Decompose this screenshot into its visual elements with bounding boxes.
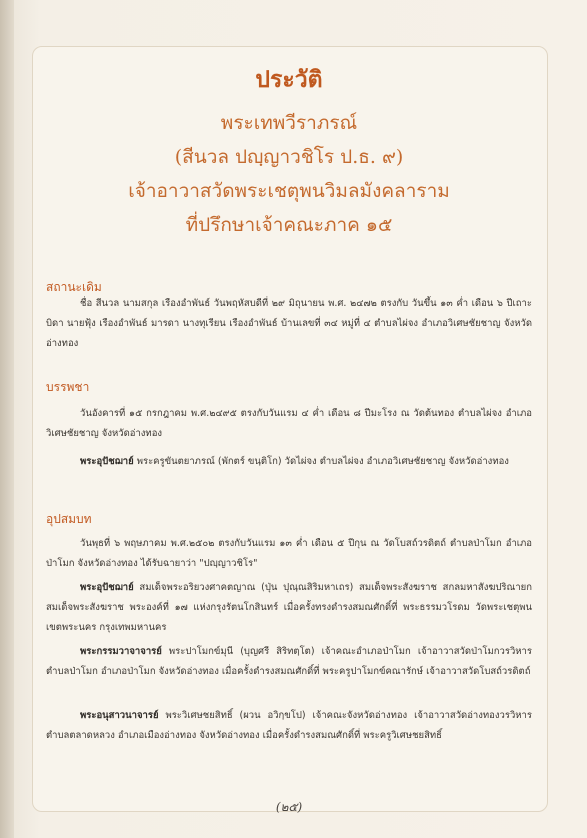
novice-preceptor-text: พระครูขันตยาภรณ์ (พักตร์ ขนฺติโก) วัดไผ่จง ตำบลไผ่จง อำเภอวิเศษชัยชาญ จังหวัดอ่างทอง bbox=[136, 456, 509, 467]
section-heading-origin: สถานะเดิม bbox=[46, 280, 102, 294]
paragraph-kammavaca bbox=[46, 642, 532, 682]
page-gutter bbox=[0, 0, 14, 838]
kammavaca-label: พระกรรมวาจาจารย์ bbox=[80, 646, 162, 657]
page-number: (๒๕) bbox=[275, 800, 303, 814]
kammavaca-text: พระปาโมกข์มุนี (บุญศรี สิริทตฺโต) เจ้าคณะอำเภอป่าโมก เจ้าอาวาสวัดป่าโมกวรวิหาร ตำบลป่าโมก อำเภอป่าโมก จังหวัดอ่างทอง เมื่อครั้งดำรงสมณศักดิ์ที่ พระครูปาโมกข์คณารักษ์ เจ้าอาวาสวัดโบสถ์วรดิตถ์ bbox=[46, 646, 532, 677]
page-title: ประวัติ bbox=[255, 66, 323, 93]
paragraph-novice bbox=[46, 404, 532, 444]
monk-advisor-role: ที่ปรึกษาเจ้าคณะภาค ๑๕ bbox=[185, 214, 393, 236]
monk-title: พระเทพวีราภรณ์ bbox=[220, 112, 358, 134]
ordination-preceptor-label: พระอุปัชฌาย์ bbox=[80, 582, 134, 593]
paragraph-anusavana bbox=[46, 706, 532, 746]
origin-text: ชื่อ สีนวล นามสกุล เรืองอำพันธ์ วันพฤหัสบดีที่ ๒๙ มิถุนายน พ.ศ. ๒๔๗๒ ตรงกับ วันขึ้น ๑๓ ค่ำ เดือน ๖ ปีเถาะ บิดา นายฟุ้ง เรืองอำพันธ์ มารดา นางทุเรียน เรืองอำพันธ์ บ้านเลขที่ ๓๔ หมู่ที่ ๔ ตำบลไผ่จง อำเภอวิเศษชัยชาญ จังหวัดอ่างทอง bbox=[46, 298, 532, 349]
ordination-preceptor-text: สมเด็จพระอริยวงศาคตญาณ (ปุ่น ปุณฺณสิริมหาเถร) สมเด็จพระสังฆราช สกลมหาสังฆปริณายก สมเด็จพระสังฆราช พระองค์ที่ ๑๗ แห่งกรุงรัตนโกสินทร์ เมื่อครั้งทรงดำรงสมณศักดิ์ที่ พระธรรมวโรดม วัดพระเชตุพน เขตพระนคร กรุงเทพมหานคร bbox=[46, 582, 532, 633]
anusavana-label: พระอนุสาวนาจารย์ bbox=[80, 710, 159, 721]
novice-preceptor-label: พระอุปัชฌาย์ bbox=[80, 456, 134, 467]
section-heading-ordination: อุปสมบท bbox=[46, 512, 92, 526]
paragraph-origin bbox=[46, 294, 532, 354]
monk-position: เจ้าอาวาสวัดพระเชตุพนวิมลมังคลาราม bbox=[128, 180, 450, 202]
anusavana-text: พระวิเศษชยสิทธิ์ (ผวน อวิกฺขโป) เจ้าคณะจังหวัดอ่างทอง เจ้าอาวาสวัดอ่างทองวรวิหาร ตำบลตลาดหลวง อำเภอเมืองอ่างทอง จังหวัดอ่างทอง เมื่อครั้งดำรงสมณศักดิ์ที่ พระครูวิเศษชยสิทธิ์ bbox=[46, 710, 532, 741]
subtitle-block bbox=[32, 106, 546, 242]
section-heading-novice: บรรพชา bbox=[46, 380, 90, 394]
novice-text: วันอังคารที่ ๑๕ กรกฎาคม พ.ศ.๒๔๙๕ ตรงกับวันแรม ๔ ค่ำ เดือน ๘ ปีมะโรง ณ วัดต้นทอง ตำบลไผ่จง อำเภอวิเศษชัยชาญ จังหวัดอ่างทอง bbox=[46, 408, 532, 439]
paragraph-ordination-preceptor bbox=[46, 578, 532, 638]
ordination-text: วันพุธที่ ๖ พฤษภาคม พ.ศ.๒๕๐๒ ตรงกับวันแรม ๑๓ ค่ำ เดือน ๕ ปีกุน ณ วัดโบสถ์วรดิตถ์ ตำบลป่าโมก อำเภอป่าโมก จังหวัดอ่างทอง ได้รับฉายาว่า "ปญฺญาวชิโร" bbox=[46, 538, 532, 569]
paragraph-novice-preceptor bbox=[46, 452, 532, 472]
paragraph-ordination bbox=[46, 534, 532, 574]
monk-name: (สีนวล ปญฺญาวชิโร ป.ธ. ๙) bbox=[174, 146, 404, 168]
